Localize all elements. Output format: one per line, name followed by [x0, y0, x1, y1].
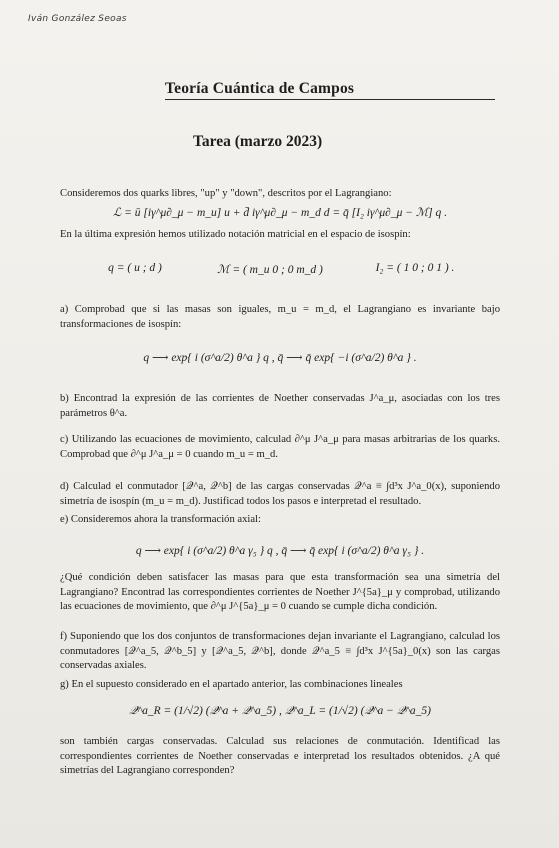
item-e: e) Consideremos ahora la transformación axial:	[60, 514, 261, 525]
item-g-equation: 𝒬^a_R = (1/√2) (𝒬^a + 𝒬^a_5) , 𝒬^a_L = (1/√2) (𝒬^a − 𝒬^a_5)	[129, 705, 431, 717]
item-a: a) Comprobad que si las masas son iguales, m_u = m_d, el Lagrangiano es invariante bajo transformaciones de isospín:	[60, 304, 500, 330]
item-a-equation: q ⟶ exp{ i (σ^a/2) θ^a } q , q̄ ⟶ q̄ exp{ −i (σ^a/2) θ^a } .	[143, 352, 417, 364]
item-f: f) Suponiendo que los dos conjuntos de transformaciones dejan invariante el Lagrangiano, calculad los conmutadores [𝒬^a_5, 𝒬^b_5] y [𝒬^a_5, 𝒬^b], donde 𝒬^a_5 ≡ ∫d³x J^{5a}_0(x) son las cargas conservadas axiales.	[60, 631, 500, 671]
item-b: b) Encontrad la expresión de las corrientes de Noether conservadas J^a_μ, asociadas con los tres parámetros θ^a.	[60, 393, 500, 419]
page-title: Teoría Cuántica de Campos	[165, 80, 355, 97]
item-c: c) Utilizando las ecuaciones de movimiento, calculad ∂^μ J^a_μ para masas arbitrarias de los quarks. Comprobad que ∂^μ J^a_μ = 0 cuando m_u = m_d.	[60, 434, 500, 460]
identity-matrix-definition: I₂ = ( 1 0 ; 0 1 ) .	[375, 262, 455, 274]
page-subtitle: Tarea (marzo 2023)	[193, 133, 323, 150]
mass-matrix-definition: ℳ = ( m_u 0 ; 0 m_d )	[217, 264, 323, 276]
item-e-equation: q ⟶ exp{ i (σ^a/2) θ^a γ₅ } q , q̄ ⟶ q̄ exp{ i (σ^a/2) θ^a γ₅ } .	[135, 545, 425, 557]
item-g-question: son también cargas conservadas. Calculad sus relaciones de conmutación. Identificad las correspondientes corrientes de Noether conservadas e interpretad los resultados obtenidos. ¿A qué simetrías del Lagrangiano corresponden?	[60, 736, 500, 776]
intro-text: Consideremos dos quarks libres, "up" y "down", descritos por el Lagrangiano:	[60, 188, 392, 199]
q-definition: q = ( u ; d )	[108, 262, 162, 274]
item-g: g) En el supuesto considerado en el apartado anterior, las combinaciones lineales	[60, 679, 403, 690]
item-d: d) Calculad el conmutador [𝒬^a, 𝒬^b] de las cargas conservadas 𝒬^a ≡ ∫d³x J^a_0(x), suponiendo simetría de isospín (m_u = m_d). Justificad todos los pasos e interpretad el resultado.	[60, 481, 500, 507]
lagrangian-equation: ℒ = ū [iγ^μ∂_μ − m_u] u + d̄ iγ^μ∂_μ − m_d d = q̄ [I₂ iγ^μ∂_μ − ℳ] q .	[112, 207, 448, 219]
title-underline	[165, 99, 495, 100]
item-e-question: ¿Qué condición deben satisfacer las masas para que esta transformación sea una simetría del Lagrangiano? Encontrad las correspondientes corrientes de Noether J^{5a}_μ y comprobad, utilizando las ecuaciones de movimiento, que ∂^μ J^{5a}_μ = 0 cuando se cumple dicha condición.	[60, 572, 500, 612]
isospin-text: En la última expresión hemos utilizado notación matricial en el espacio de isospín:	[60, 229, 411, 240]
handwritten-name: Iván González Seoas	[28, 14, 127, 24]
